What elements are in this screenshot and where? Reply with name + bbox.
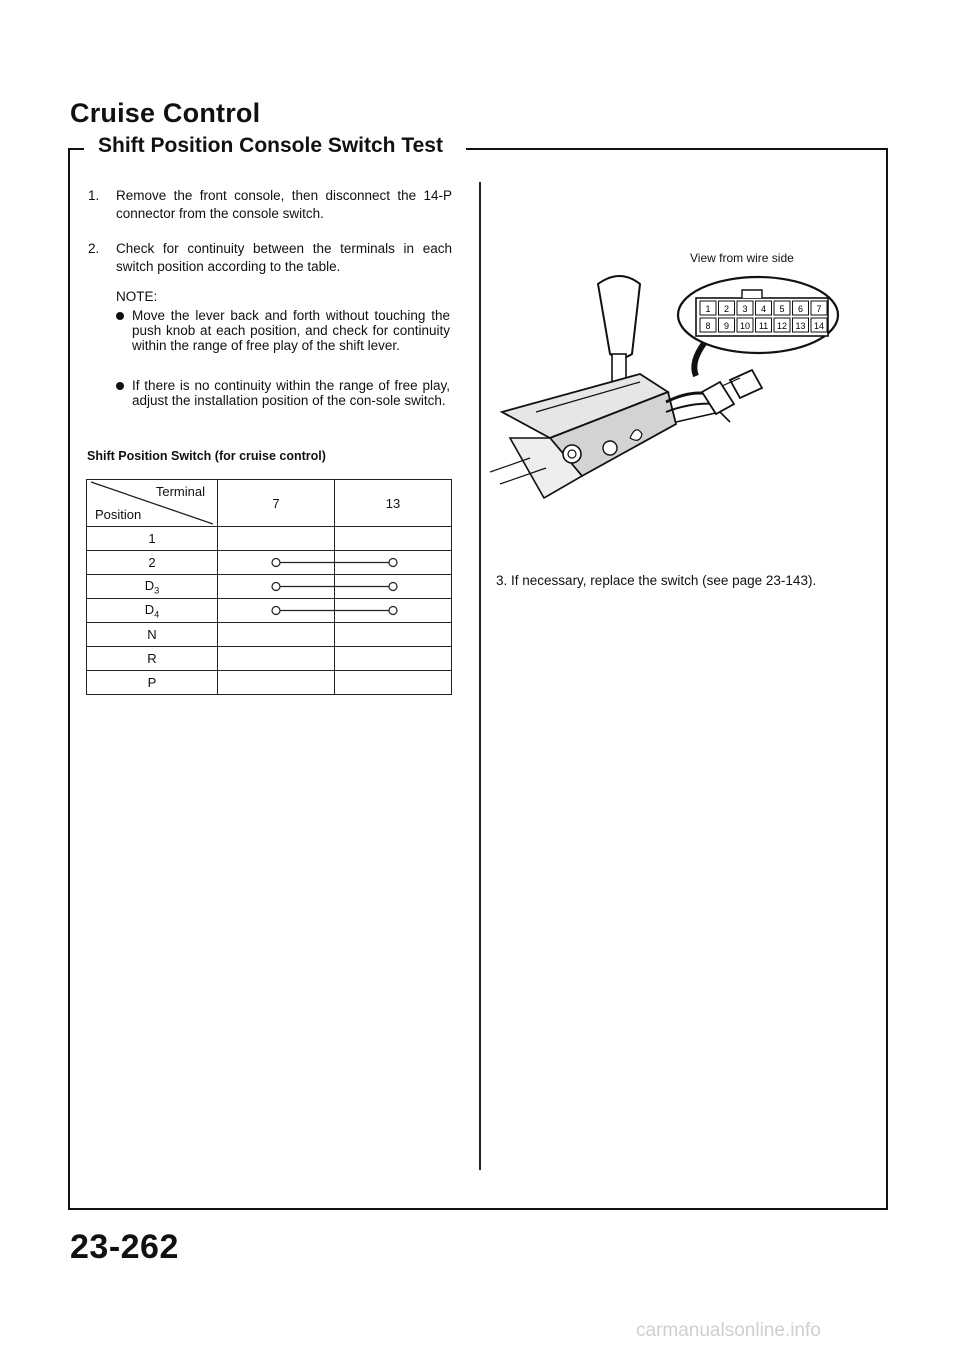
- connector-pin-label: 2: [723, 304, 730, 314]
- connector-pin-label: 14: [813, 321, 825, 331]
- step-number: 1.: [88, 188, 100, 203]
- connector-plug: [702, 382, 734, 414]
- position-cell: 1: [87, 527, 218, 551]
- shift-knob: [598, 276, 640, 358]
- connector-socket: [730, 370, 762, 398]
- connector-pin-label: 12: [776, 321, 788, 331]
- page-number: 23-262: [70, 1228, 179, 1266]
- position-cell: R: [87, 647, 218, 671]
- watermark: carmanualsonline.info: [636, 1320, 821, 1341]
- note-bullet: [116, 308, 450, 353]
- continuity-table: [86, 479, 452, 695]
- terminal-cell: [335, 647, 452, 671]
- section-title: Shift Position Console Switch Test: [94, 134, 447, 158]
- corner-header: [87, 480, 218, 527]
- position-cell: N: [87, 623, 218, 647]
- position-cell: 2: [87, 551, 218, 575]
- connector-pin-label: 7: [816, 304, 822, 314]
- frame-top-left-rule: [68, 148, 84, 150]
- callout-tail: [694, 342, 705, 376]
- terminal-cell: [218, 575, 335, 599]
- terminal-cell: [335, 575, 452, 599]
- terminal-cell: [218, 671, 335, 695]
- step-text: If necessary, replace the switch (see page 23-143).: [511, 573, 817, 588]
- terminal-header: 7: [218, 480, 335, 527]
- bullet-icon: [116, 312, 124, 320]
- connector-pin-label: 9: [723, 321, 730, 331]
- position-cell: $D_3$: [87, 575, 218, 599]
- note-text: Move the lever back and forth without touching the push knob at each position, and check for continuity within the range of free play of the shift lever.: [132, 308, 450, 353]
- table-caption: Shift Position Switch (for cruise control): [87, 449, 326, 463]
- terminal-cell: [218, 551, 335, 575]
- table-row: [87, 623, 452, 647]
- terminal-cell: [335, 551, 452, 575]
- bullet-icon: [116, 382, 124, 390]
- step-number: 2.: [88, 241, 100, 256]
- view-label: View from wire side: [690, 251, 794, 265]
- connector-pin-label: 5: [779, 304, 785, 314]
- terminal-label: Terminal: [155, 484, 205, 499]
- shift-console-illustration: [490, 262, 840, 522]
- position-cell: $D_4$: [87, 599, 218, 623]
- terminal-cell: [335, 671, 452, 695]
- connector-pin-label: 10: [739, 321, 751, 331]
- terminal-cell: [218, 599, 335, 623]
- note-text: If there is no continuity within the range of free play, adjust the installation position of the con-sole switch.: [132, 378, 450, 408]
- table-header-row: [87, 480, 452, 527]
- connector-pin-label: 3: [742, 304, 748, 314]
- frame-top-right-rule: [466, 148, 888, 150]
- table-row: [87, 647, 452, 671]
- table-row: [87, 551, 452, 575]
- column-divider: [479, 182, 481, 1170]
- table-row: [87, 599, 452, 623]
- note-label: NOTE:: [116, 289, 158, 304]
- table-row: [87, 527, 452, 551]
- connector-pin-label: 8: [705, 321, 711, 331]
- connector-pin-label: 1: [705, 304, 711, 314]
- terminal-cell: [335, 599, 452, 623]
- position-label: Position: [95, 507, 142, 522]
- connector-pin-label: 11: [758, 321, 769, 331]
- connector-pin-label: 4: [760, 304, 767, 314]
- note-bullet: [116, 378, 450, 408]
- terminal-cell: [218, 527, 335, 551]
- position-cell: P: [87, 671, 218, 695]
- table-row: [87, 575, 452, 599]
- step-3: [496, 573, 816, 588]
- terminal-cell: [218, 623, 335, 647]
- terminal-cell: [335, 527, 452, 551]
- step-text: Remove the front console, then disconnect the 14-P connector from the console switch.: [116, 188, 452, 221]
- connector-pin-label: 13: [795, 321, 806, 331]
- step-text: Check for continuity between the terminals in each switch position according to the table.: [116, 241, 452, 274]
- step-number: 3.: [496, 573, 508, 588]
- terminal-cell: [218, 647, 335, 671]
- chapter-title: Cruise Control: [70, 98, 261, 128]
- terminal-cell: [335, 623, 452, 647]
- connector-pin-label: 6: [797, 304, 804, 314]
- terminal-header: 13: [335, 480, 452, 527]
- table-row: [87, 671, 452, 695]
